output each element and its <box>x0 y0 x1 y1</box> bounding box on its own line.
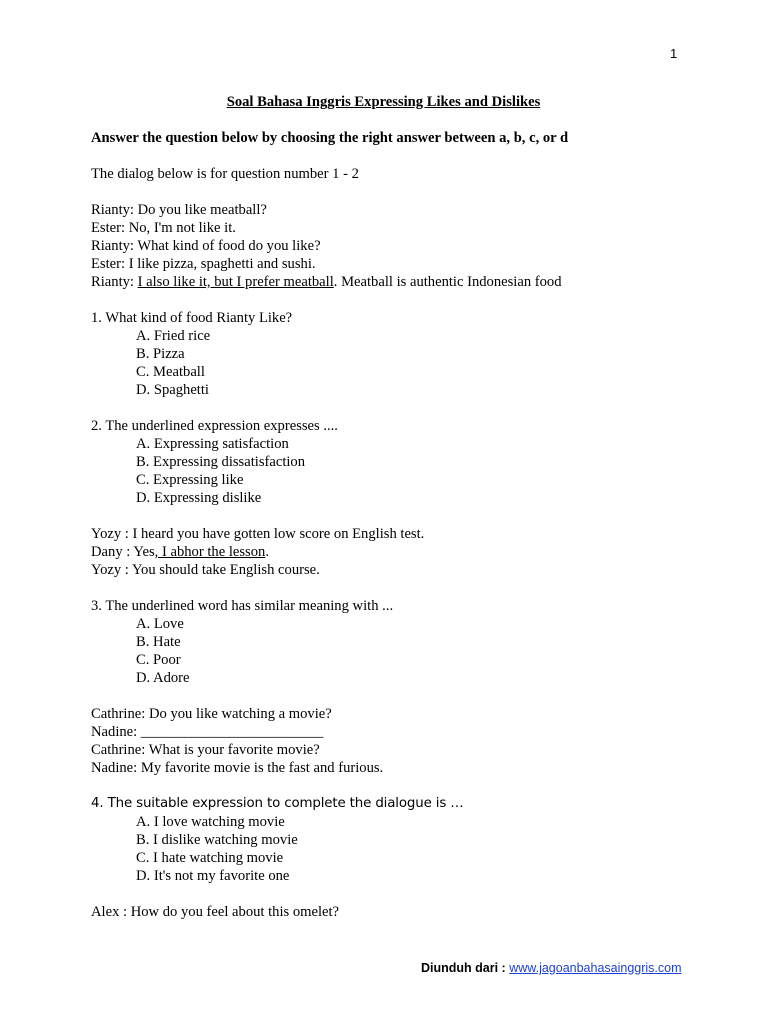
question-3: 3. The underlined word has similar meaning with ... <box>91 598 394 614</box>
footer-label: Diunduh dari : <box>421 961 506 975</box>
dialog-line: Cathrine: Do you like watching a movie? <box>91 706 332 722</box>
document-body <box>91 93 711 921</box>
spacer <box>91 777 711 795</box>
answer-option: A. I love watching movie <box>136 814 285 830</box>
answer-option: C. I hate watching movie <box>136 850 284 866</box>
answer-option: B. I dislike watching movie <box>136 832 298 848</box>
question-4: 4. The suitable expression to complete the dialogue is … <box>91 796 464 811</box>
answer-option: D. Adore <box>136 670 190 686</box>
question-2: 2. The underlined expression expresses .... <box>91 418 338 434</box>
document-title: Soal Bahasa Inggris Expressing Likes and Dislikes <box>226 94 541 110</box>
dialog-line: Yozy : I heard you have gotten low score on English test. <box>91 526 425 542</box>
spacer <box>91 579 711 597</box>
dialog-line: Nadine: My favorite movie is the fast and furious. <box>91 760 384 776</box>
answer-option: D. It's not my favorite one <box>136 868 290 884</box>
speaker-prefix: Rianty: <box>91 274 138 290</box>
underlined-expression: I also like it, but I prefer meatball <box>137 274 334 290</box>
answer-option: B. Expressing dissatisfaction <box>136 454 306 470</box>
dialog-intro: The dialog below is for question number 1 - 2 <box>91 166 359 182</box>
spacer <box>91 291 711 309</box>
dialog-line: Rianty: Do you like meatball? <box>91 202 267 218</box>
dialog-line: Cathrine: What is your favorite movie? <box>91 742 320 758</box>
answer-option: D. Expressing dislike <box>136 490 262 506</box>
dialog-line-suffix: . <box>265 544 269 560</box>
answer-option: B. Hate <box>136 634 181 650</box>
spacer <box>91 687 711 705</box>
spacer <box>91 399 711 417</box>
dialog-line: Ester: I like pizza, spaghetti and sushi. <box>91 256 316 272</box>
answer-option: C. Poor <box>136 652 181 668</box>
answer-option: D. Spaghetti <box>136 382 209 398</box>
dialog-line: Rianty: What kind of food do you like? <box>91 238 321 254</box>
dialog-line-suffix: . Meatball is authentic Indonesian food <box>333 274 562 290</box>
page-number: 1 <box>670 46 678 61</box>
page-footer <box>421 961 682 975</box>
instruction-text: Answer the question below by choosing the right answer between a, b, c, or d <box>91 130 569 146</box>
answer-option: C. Expressing like <box>136 472 244 488</box>
dialog-line <box>91 273 711 291</box>
answer-option: A. Expressing satisfaction <box>136 436 289 452</box>
dialog-line: Nadine: _________________________ <box>91 724 324 740</box>
answer-option: B. Pizza <box>136 346 185 362</box>
spacer <box>91 885 711 903</box>
speaker-prefix: Dany : Yes <box>91 544 155 560</box>
answer-option: C. Meatball <box>136 364 205 380</box>
spacer <box>91 147 711 165</box>
spacer <box>91 183 711 201</box>
dialog-line: Ester: No, I'm not like it. <box>91 220 236 236</box>
spacer <box>91 507 711 525</box>
dialog-line: Yozy : You should take English course. <box>91 562 320 578</box>
spacer <box>91 111 711 129</box>
footer-link[interactable]: www.jagoanbahasainggris.com <box>509 961 682 975</box>
answer-option: A. Love <box>136 616 184 632</box>
dialog-line: Alex : How do you feel about this omelet? <box>91 904 340 920</box>
question-1: 1. What kind of food Rianty Like? <box>91 310 293 326</box>
dialog-line <box>91 543 711 561</box>
underlined-expression: , I abhor the lesson <box>154 544 266 560</box>
answer-option: A. Fried rice <box>136 328 211 344</box>
